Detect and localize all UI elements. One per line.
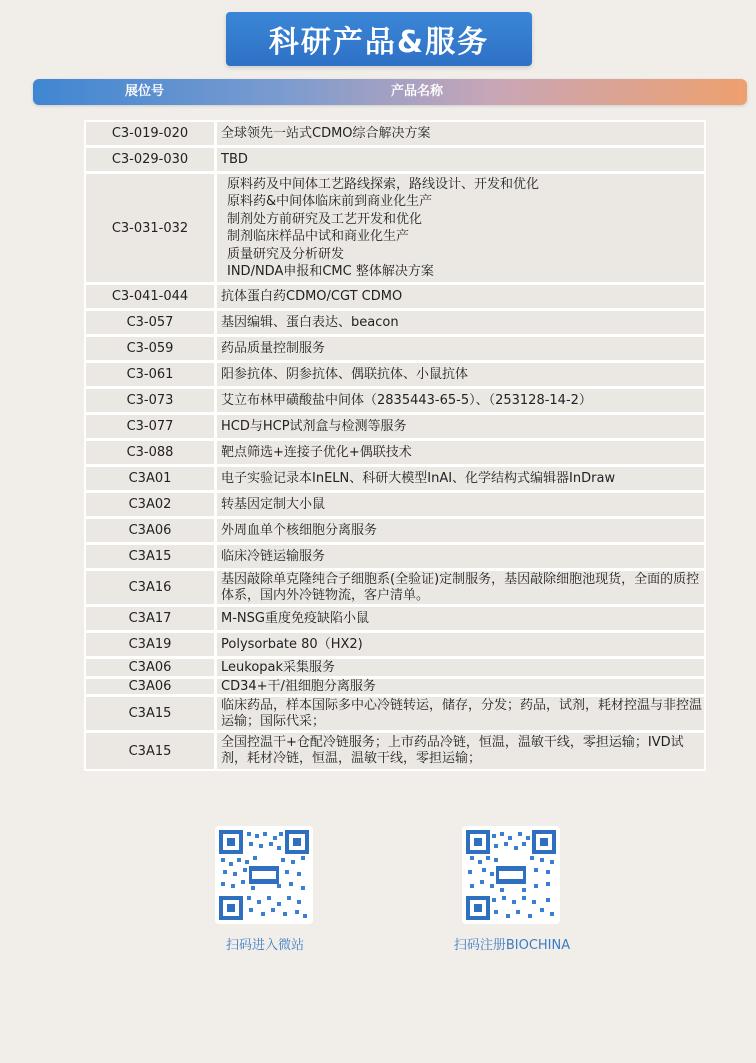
header-product: 产品名称 (391, 84, 444, 99)
product-cell: 全国控温干+仓配冷链服务；上市药品冷链，恒温，温敏干线，零担运输；IVD试剂，耗材冷链，恒温，温敏干线，零担运输； (221, 735, 684, 766)
product-line: 质量研究及分析研发 (227, 246, 345, 262)
qr-label-microsite[interactable]: 扫码进入微站 (225, 938, 304, 953)
product-cell: 基因编辑、蛋白表达、beacon (221, 314, 399, 330)
booth-cell: C3A06 (86, 519, 217, 542)
table-row (86, 174, 704, 285)
table-row (86, 148, 704, 174)
table-row (86, 285, 704, 311)
table-row (86, 733, 704, 769)
product-cell: 艾立布林甲磺酸盐中间体（2835443-65-5）、（253128-14-2） (221, 392, 592, 408)
booth-cell: C3-077 (86, 415, 217, 438)
product-line: 制剂临床样品中试和商业化生产 (227, 229, 410, 244)
booth-cell: C3A17 (86, 607, 217, 630)
product-line: 原料药及中间体工艺路线探索，路线设计、开发和优化 (227, 176, 540, 192)
product-cell: 临床冷链运输服务 (221, 548, 326, 564)
qr-code-icon (215, 826, 313, 924)
table-row (86, 467, 704, 493)
table-row (86, 607, 704, 633)
table-row (86, 545, 704, 571)
booth-cell: C3-029-030 (86, 148, 217, 171)
booth-cell: C3-057 (86, 311, 217, 334)
table-row (86, 415, 704, 441)
product-cell: 靶点筛选+连接子优化+偶联技术 (221, 444, 412, 460)
page-title: 科研产品&服务 (268, 25, 490, 60)
table-row (86, 633, 704, 659)
table-row (86, 122, 704, 148)
booth-cell: C3A19 (86, 633, 217, 656)
product-cell: M-NSG重度免疫缺陷小鼠 (221, 610, 369, 626)
booth-cell: C3A15 (86, 697, 217, 730)
product-line: IND/NDA申报和CMC 整体解决方案 (227, 264, 434, 279)
product-cell (217, 174, 704, 282)
product-line: 原料药&中间体临床前到商业化生产 (227, 194, 433, 209)
product-line: 制剂处方前研究及工艺开发和优化 (227, 211, 423, 227)
booth-cell: C3A01 (86, 467, 217, 490)
booth-cell: C3-041-044 (86, 285, 217, 308)
product-cell: 电子实验记录本InELN、科研大模型InAI、化学结构式编辑器InDraw (221, 470, 616, 486)
booth-cell: C3A06 (86, 679, 217, 694)
table-row (86, 363, 704, 389)
table-row (86, 679, 704, 697)
product-cell: CD34+干/祖细胞分离服务 (221, 678, 376, 694)
page-title-box (226, 12, 532, 66)
booth-cell: C3-031-032 (86, 174, 217, 282)
product-cell: Leukopak采集服务 (221, 659, 336, 675)
booth-cell: C3-088 (86, 441, 217, 464)
booth-cell: C3A15 (86, 733, 217, 769)
header-booth: 展位号 (125, 84, 165, 99)
table-row (86, 697, 704, 733)
table-row (86, 519, 704, 545)
booth-cell: C3-059 (86, 337, 217, 360)
exhibitor-table (84, 120, 706, 771)
booth-cell: C3A02 (86, 493, 217, 516)
table-row (86, 571, 704, 607)
table-header (33, 79, 747, 105)
booth-cell: C3A06 (86, 659, 217, 676)
product-cell: 基因敲除单克隆纯合子细胞系(全验证)定制服务，基因敲除细胞池现货，全面的质控体系，国内外冷链物流，客户清单。 (221, 571, 700, 603)
qr-code-icon (462, 826, 560, 924)
product-cell: 临床药品，样本国际多中心冷链转运，储存，分发；药品，试剂，耗材控温与非控温运输；国际代采； (221, 697, 703, 729)
product-cell: 阳参抗体、阴参抗体、偶联抗体、小鼠抗体 (221, 366, 469, 382)
product-cell: HCD与HCP试剂盒与检测等服务 (221, 418, 407, 434)
product-cell: 外周血单个核细胞分离服务 (221, 522, 378, 538)
product-cell: TBD (221, 151, 248, 167)
qr-label-register[interactable]: 扫码注册BIOCHINA (453, 938, 571, 953)
table-row (86, 337, 704, 363)
booth-cell: C3-061 (86, 363, 217, 386)
booth-cell: C3A15 (86, 545, 217, 568)
product-cell: 全球领先一站式CDMO综合解决方案 (221, 125, 431, 141)
product-cell: Polysorbate 80（HX2) (221, 636, 363, 652)
booth-cell: C3A16 (86, 571, 217, 604)
product-cell: 药品质量控制服务 (221, 340, 326, 356)
booth-cell: C3-073 (86, 389, 217, 412)
table-row (86, 441, 704, 467)
booth-cell: C3-019-020 (86, 122, 217, 145)
product-cell: 转基因定制大小鼠 (221, 496, 326, 512)
table-row (86, 493, 704, 519)
table-row (86, 659, 704, 679)
product-cell: 抗体蛋白药CDMO/CGT CDMO (221, 288, 403, 304)
table-row (86, 311, 704, 337)
table-row (86, 389, 704, 415)
